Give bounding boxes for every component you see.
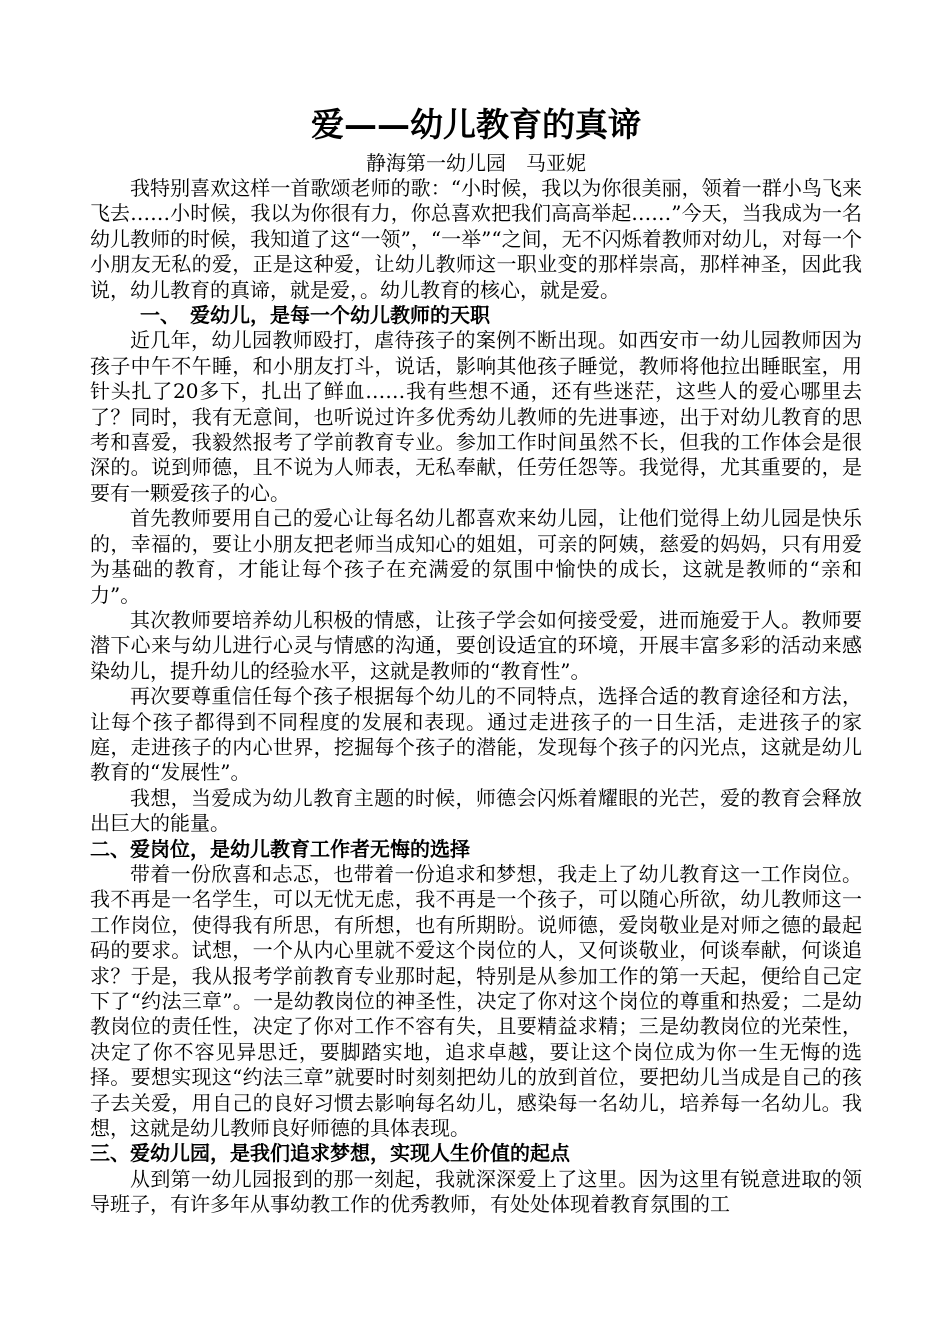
section-3-paragraph-1: 从到第一幼儿园报到的那一刻起，我就深深爱上了这里。因为这里有锐意进取的领导班子，有许多年从事幼教工作的优秀教师，有处处体现着教育氛围的工	[90, 1166, 862, 1217]
section-3-heading: 三、爱幼儿园，是我们追求梦想，实现人生价值的起点	[90, 1141, 570, 1166]
document-page	[90, 102, 862, 1218]
section-1-heading: 一、 爱幼儿，是每一个幼儿教师的天职	[140, 303, 490, 328]
section-1-paragraph-2: 首先教师要用自己的爱心让每名幼儿都喜欢来幼儿园，让他们觉得上幼儿园是快乐的，幸福的，要让小朋友把老师当成知心的姐姐，可亲的阿姨，慈爱的妈妈，只有用爱为基础的教育，才能让每个孩子在充满爱的氛围中愉快的成长，这就是教师的“亲和力”。	[90, 506, 862, 607]
section-1-paragraph-1: 近几年，幼儿园教师殴打，虐待孩子的案例不断出现。如西安市一幼儿园教师因为孩子中午不午睡，和小朋友打斗，说话，影响其他孩子睡觉，教师将他拉出睡眠室，用针头扎了20多下，扎出了鲜血……我有些想不通，还有些迷茫，这些人的爱心哪里去了？同时，我有无意间，也听说过许多优秀幼儿教师的先进事迹，出于对幼儿教育的思考和喜爱，我毅然报考了学前教育专业。参加工作时间虽然不长，但我的工作体会是很深的。说到师德，且不说为人师表，无私奉献，任劳任怨等。我觉得，尤其重要的，是要有一颗爱孩子的心。	[90, 328, 862, 505]
section-2-heading: 二、爱岗位，是幼儿教育工作者无悔的选择	[90, 836, 470, 861]
section-1-paragraph-3: 其次教师要培养幼儿积极的情感，让孩子学会如何接受爱，进而施爱于人。教师要潜下心来与幼儿进行心灵与情感的沟通，要创设适宜的环境，开展丰富多彩的活动来感染幼儿，提升幼儿的经验水平，这就是教师的“教育性”。	[90, 607, 862, 683]
section-1-paragraph-5: 我想，当爱成为幼儿教育主题的时候，师德会闪烁着耀眼的光芒，爱的教育会释放出巨大的能量。	[90, 785, 862, 836]
section-1-paragraph-4: 再次要尊重信任每个孩子根据每个幼儿的不同特点，选择合适的教育途径和方法，让每个孩子都得到不同程度的发展和表现。通过走进孩子的一日生活，走进孩子的家庭，走进孩子的内心世界，挖掘每个孩子的潜能，发现每个孩子的闪光点，这就是幼儿教育的“发展性”。	[90, 684, 862, 785]
author-byline: 静海第一幼儿园 马亚妮	[366, 151, 586, 175]
section-2-paragraph-1: 带着一份欣喜和忐忑，也带着一份追求和梦想，我走上了幼儿教育这一工作岗位。我不再是一名学生，可以无忧无虑，我不再是一个孩子，可以随心所欲，幼儿教师这一工作岗位，使得我有所思，有所想，也有所期盼。说师德，爱岗敬业是对师之德的最起码的要求。试想，一个从内心里就不爱这个岗位的人，又何谈敬业，何谈奉献，何谈追求？于是，我从报考学前教育专业那时起，特别是从参加工作的第一天起，便给自己定下了“约法三章”。一是幼教岗位的神圣性，决定了你对这个岗位的尊重和热爱；二是幼教岗位的责任性，决定了你对工作不容有失，且要精益求精；三是幼教岗位的光荣性，决定了你不容见异思迁，要脚踏实地，追求卓越，要让这个岗位成为你一生无悔的选择。要想实现这“约法三章”就要时时刻刻把幼儿的放到首位，要把幼儿当成是自己的孩子去关爱，用自己的良好习惯去影响每名幼儿，感染每一名幼儿，培养每一名幼儿。我想，这就是幼儿教师良好师德的具体表现。	[90, 861, 862, 1141]
document-title: 爱——幼儿教育的真谛	[311, 105, 641, 144]
intro-paragraph: 我特别喜欢这样一首歌颂老师的歌：“小时候，我以为你很美丽，领着一群小鸟飞来飞去……小时候，我以为你很有力，你总喜欢把我们高高举起……”今天，当我成为一名幼儿教师的时候，我知道了这“一领”，“一举”“之间，无不闪烁着教师对幼儿，对每一个小朋友无私的爱，正是这种爱，让幼儿教师这一职业变的那样崇高，那样神圣，因此我说，幼儿教育的真谛，就是爱，。幼儿教育的核心，就是爱。	[90, 176, 862, 302]
